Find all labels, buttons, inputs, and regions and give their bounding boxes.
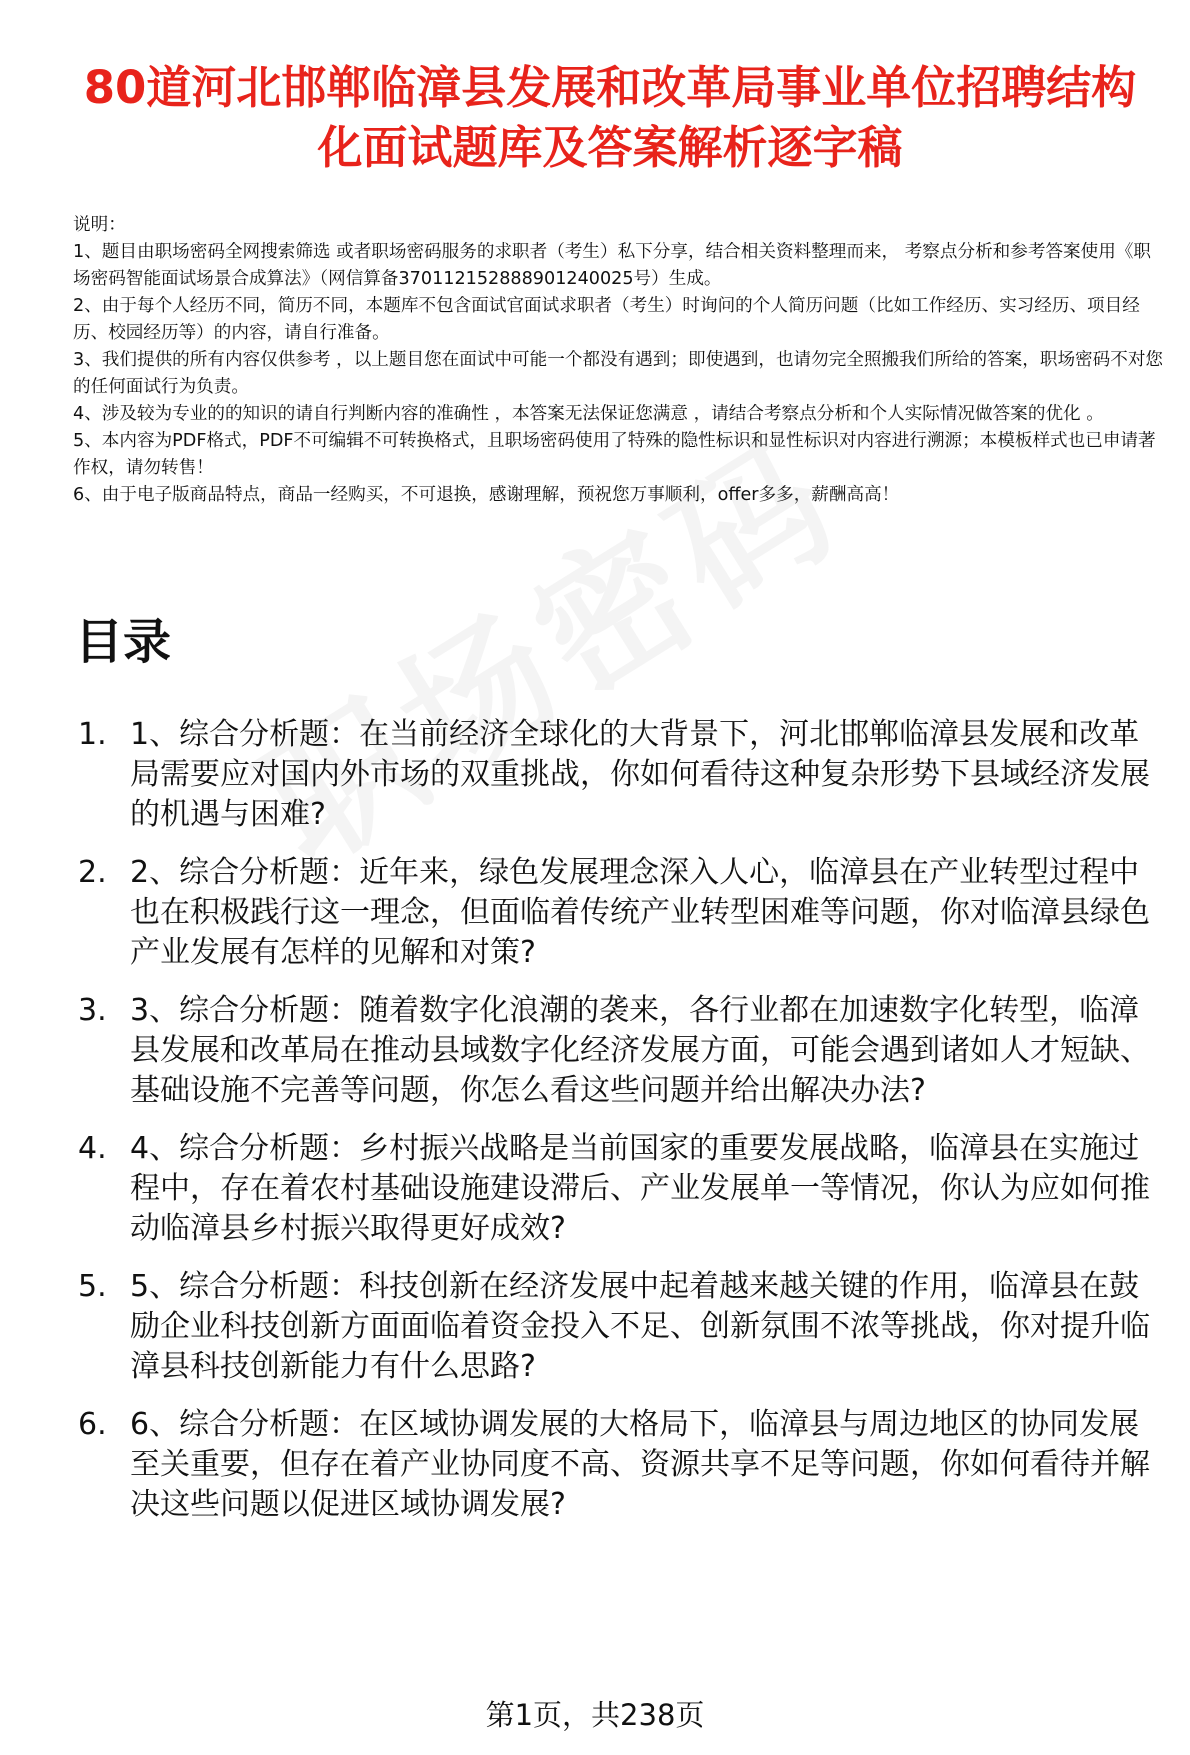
notes-section: [73, 212, 1163, 509]
toc-link[interactable]: 5、综合分析题：科技创新在经济发展中起着越来越关键的作用，临漳县在鼓励企业科技创新方面面临着资金投入不足、创新氛围不浓等挑战，你对提升临漳县科技创新能力有什么思路?: [130, 1269, 1150, 1384]
toc-link[interactable]: 4、综合分析题：乡村振兴战略是当前国家的重要发展战略，临漳县在实施过程中，存在着农村基础设施建设滞后、产业发展单一等情况，你认为应如何推动临漳县乡村振兴取得更好成效?: [130, 1131, 1150, 1246]
note-item: 1、题目由职场密码全网搜索筛选 或者职场密码服务的求职者（考生）私下分享，结合相关资料整理而来， 考察点分析和参考答案使用《职场密码智能面试场景合成算法》（网信算备370112152888901240025号）生成。: [73, 242, 1152, 289]
toc-heading: 目录: [75, 614, 172, 670]
toc-link[interactable]: 1、综合分析题：在当前经济全球化的大背景下，河北邯郸临漳县发展和改革局需要应对国内外市场的双重挑战，你如何看待这种复杂形势下县域经济发展的机遇与困难?: [130, 717, 1150, 832]
page-footer: 第1页，共238页: [485, 1698, 705, 1732]
toc-list: [78, 715, 1166, 1543]
toc-link[interactable]: 6、综合分析题：在区域协调发展的大格局下，临漳县与周边地区的协同发展至关重要，但存在着产业协同度不高、资源共享不足等问题，你如何看待并解决这些问题以促进区域协调发展?: [130, 1407, 1150, 1522]
toc-item-4[interactable]: [78, 1129, 1166, 1249]
toc-item-1[interactable]: [78, 715, 1166, 835]
note-item: 5、本内容为PDF格式，PDF不可编辑不可转换格式，且职场密码使用了特殊的隐性标识和显性标识对内容进行溯源；本模板样式也已申请著作权，请勿转售！: [73, 431, 1156, 478]
toc-number: 1.: [78, 717, 107, 752]
note-item: 4、涉及较为专业的的知识的请自行判断内容的准确性 ，本答案无法保证您满意 ，请结合考察点分析和个人实际情况做答案的优化 。: [73, 404, 1104, 424]
toc-number: 2.: [78, 855, 107, 890]
toc-number: 3.: [78, 993, 107, 1028]
notes-heading: 说明：: [73, 215, 126, 235]
toc-number: 4.: [78, 1131, 107, 1166]
toc-number: 6.: [78, 1407, 107, 1442]
toc-item-6[interactable]: [78, 1405, 1166, 1525]
note-item: 6、由于电子版商品特点，商品一经购买，不可退换，感谢理解，预祝您万事顺利，offer多多，薪酬高高！: [73, 485, 900, 505]
toc-link[interactable]: 2、综合分析题：近年来，绿色发展理念深入人心，临漳县在产业转型过程中也在积极践行这一理念，但面临着传统产业转型困难等问题，你对临漳县绿色产业发展有怎样的见解和对策?: [130, 855, 1150, 970]
note-item: 2、由于每个人经历不同，简历不同，本题库不包含面试官面试求职者（考生）时询问的个人简历问题（比如工作经历、实习经历、项目经历、校园经历等）的内容，请自行准备。: [73, 296, 1140, 343]
document-title: 80道河北邯郸临漳县发展和改革局事业单位招聘结构化面试题库及答案解析逐字稿: [83, 61, 1137, 174]
toc-item-2[interactable]: [78, 853, 1166, 973]
toc-item-5[interactable]: [78, 1267, 1166, 1387]
toc-link[interactable]: 3、综合分析题：随着数字化浪潮的袭来，各行业都在加速数字化转型，临漳县发展和改革局在推动县域数字化经济发展方面，可能会遇到诸如人才短缺、基础设施不完善等问题，你怎么看这些问题并给出解决办法?: [130, 993, 1150, 1108]
toc-number: 5.: [78, 1269, 107, 1304]
toc-item-3[interactable]: [78, 991, 1166, 1111]
note-item: 3、我们提供的所有内容仅供参考 ，以上题目您在面试中可能一个都没有遇到；即使遇到，也请勿完全照搬我们所给的答案，职场密码不对您的任何面试行为负责。: [73, 350, 1164, 397]
